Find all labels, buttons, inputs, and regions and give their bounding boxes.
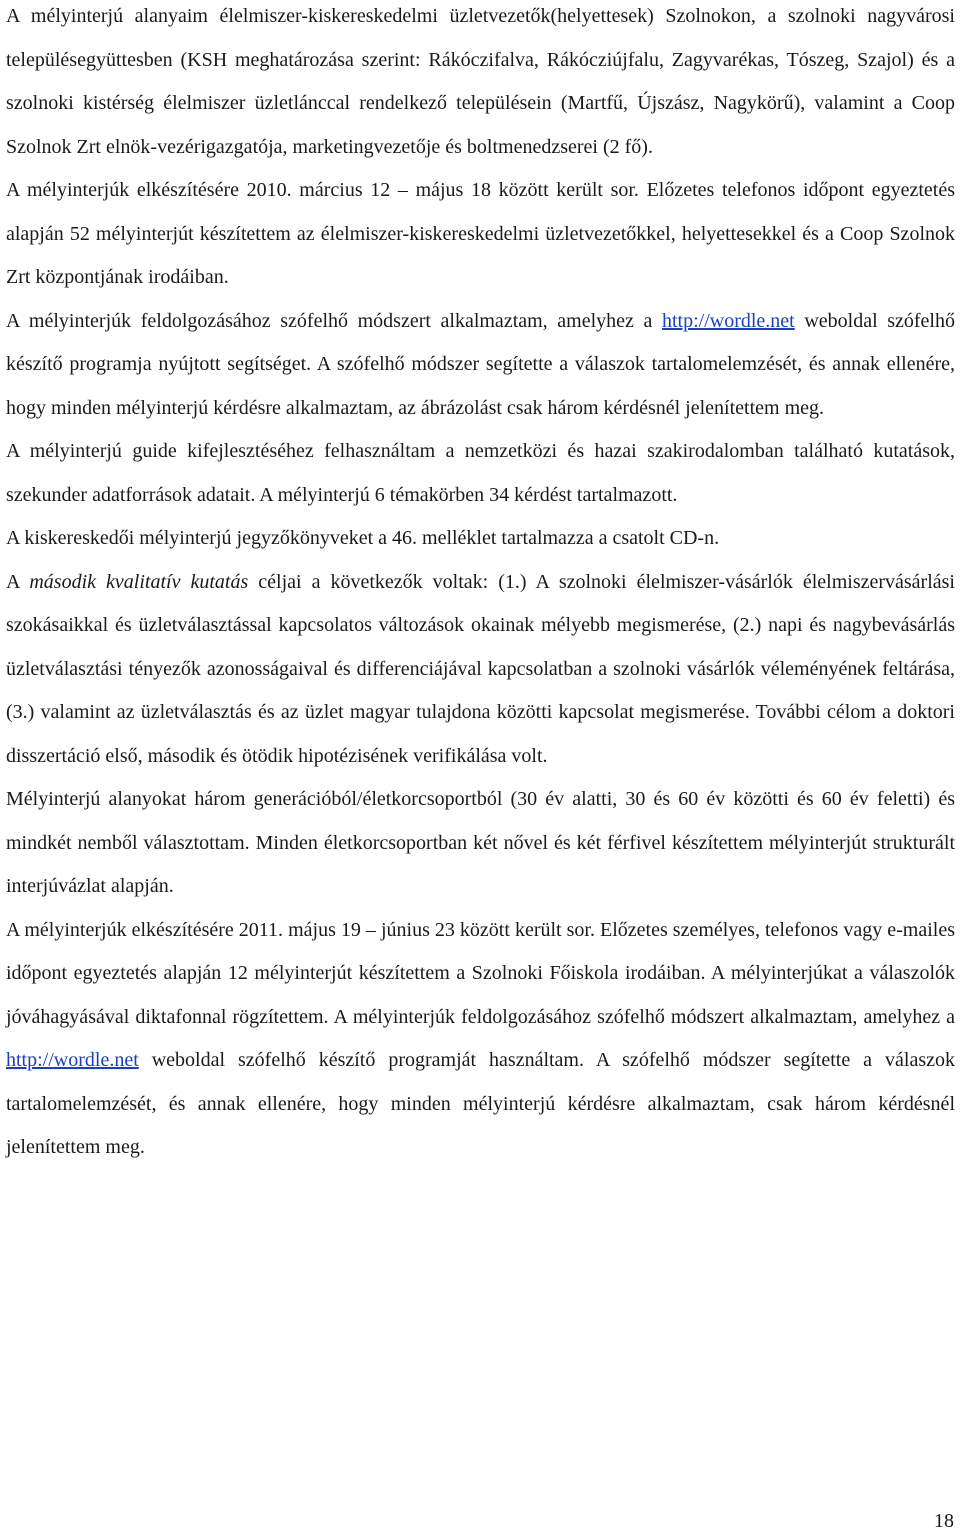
paragraph-interview-schedule-2010: A mélyinterjúk elkészítésére 2010. március 12 – május 18 között került sor. Előzetes telefonos időpont egyeztetés alapján 52 mélyinterjút készítettem az élelmiszer-kiskereskedelmi üzletvezetőkkel, helyettesekkel és a Coop Szolnok Zrt központjának irodáiban. bbox=[6, 179, 955, 288]
paragraph-appendix-note: A kiskereskedői mélyinterjú jegyzőkönyveket a 46. melléklet tartalmazza a csatolt CD-n. bbox=[6, 527, 720, 549]
paragraph-text: A bbox=[6, 570, 30, 593]
paragraph-wordcloud-method-1 bbox=[6, 300, 955, 431]
paragraph-text: A mélyinterjúk feldolgozásához szófelhő módszert alkalmaztam, amelyhez a bbox=[6, 309, 662, 332]
paragraph-interview-schedule-2011 bbox=[6, 909, 955, 1170]
page-number: 18 bbox=[934, 1510, 954, 1532]
paragraph-interview-guide: A mélyinterjú guide kifejlesztéséhez felhasználtam a nemzetközi és hazai szakirodalomban található kutatások, szekunder adatforrások adatait. A mélyinterjú 6 témakörben 34 kérdést tartalmazott. bbox=[6, 440, 955, 506]
paragraph-text: weboldal szófelhő készítő programja nyújtott segítséget. A szófelhő módszer segítette a válaszok tartalomelemzését, és annak ellenére, hogy minden mélyinterjú kérdésre alkalmaztam, az ábrázolást csak három kérdésnél jelenítettem meg. bbox=[6, 309, 955, 419]
document-body bbox=[6, 0, 955, 1170]
wordle-link-2[interactable]: http://wordle.net bbox=[6, 1049, 139, 1071]
paragraph-interview-sample: Mélyinterjú alanyokat három generációból/életkorcsoportból (30 év alatti, 30 és 60 év közötti és 60 év feletti) és mindkét nemből választottam. Minden életkorcsoportban két nővel és két férfivel készítettem mélyinterjút strukturált interjúvázlat alapján. bbox=[6, 788, 955, 897]
paragraph-text: weboldal szófelhő készítő programját használtam. A szófelhő módszer segítette a válaszok tartalomelemzését, és annak ellenére, hogy minden mélyinterjú kérdésre alkalmaztam, csak három kérdésnél jelenítettem meg. bbox=[6, 1049, 955, 1158]
emphasis-second-study: második kvalitatív kutatás bbox=[29, 570, 249, 593]
paragraph-second-study-goals bbox=[6, 561, 955, 779]
paragraph-text: A mélyinterjúk elkészítésére 2011. május 19 – június 23 között került sor. Előzetes személyes, telefonos vagy e-mailes időpont egyeztetés alapján 12 mélyinterjút készítettem a Szolnoki Főiskola irodáiban. A mélyinterjúkat a válaszolók jóváhagyásával diktafonnal rögzítettem. A mélyinterjúk feldolgozásához szófelhő módszert alkalmaztam, amelyhez a bbox=[6, 918, 955, 1028]
wordle-link[interactable]: http://wordle.net bbox=[661, 309, 795, 332]
paragraph-interview-subjects: A mélyinterjú alanyaim élelmiszer-kiskereskedelmi üzletvezetők(helyettesek) Szolnokon, a szolnoki nagyvárosi településegyüttesben (KSH meghatározása szerint: Rákóczifalva, Rákócziújfalu, Zagyvarékas, Tószeg, Szajol) és a szolnoki kistérség élelmiszer üzletlánccal rendelkező településein (Martfű, Újszász, Nagykörű), valamint a Coop Szolnok Zrt elnök-vezérigazgatója, marketingvezetője és boltmenedzserei (2 fő). bbox=[6, 5, 955, 158]
paragraph-text: céljai a következők voltak: (1.) A szolnoki élelmiszer-vásárlók élelmiszervásárlási szokásaikkal és üzletválasztással kapcsolatos változások okainak mélyebb megismerése, (2.) napi és nagybevásárlás üzletválasztási tényezők azonosságaival és differenciájával kapcsolatban a szolnoki vásárlók véleményének feltárása, (3.) valamint az üzletválasztás és az üzlet magyar tulajdona közötti kapcsolat megismerése. További célom a doktori disszertáció első, második és ötödik hipotézisének verifikálása volt. bbox=[6, 570, 955, 767]
